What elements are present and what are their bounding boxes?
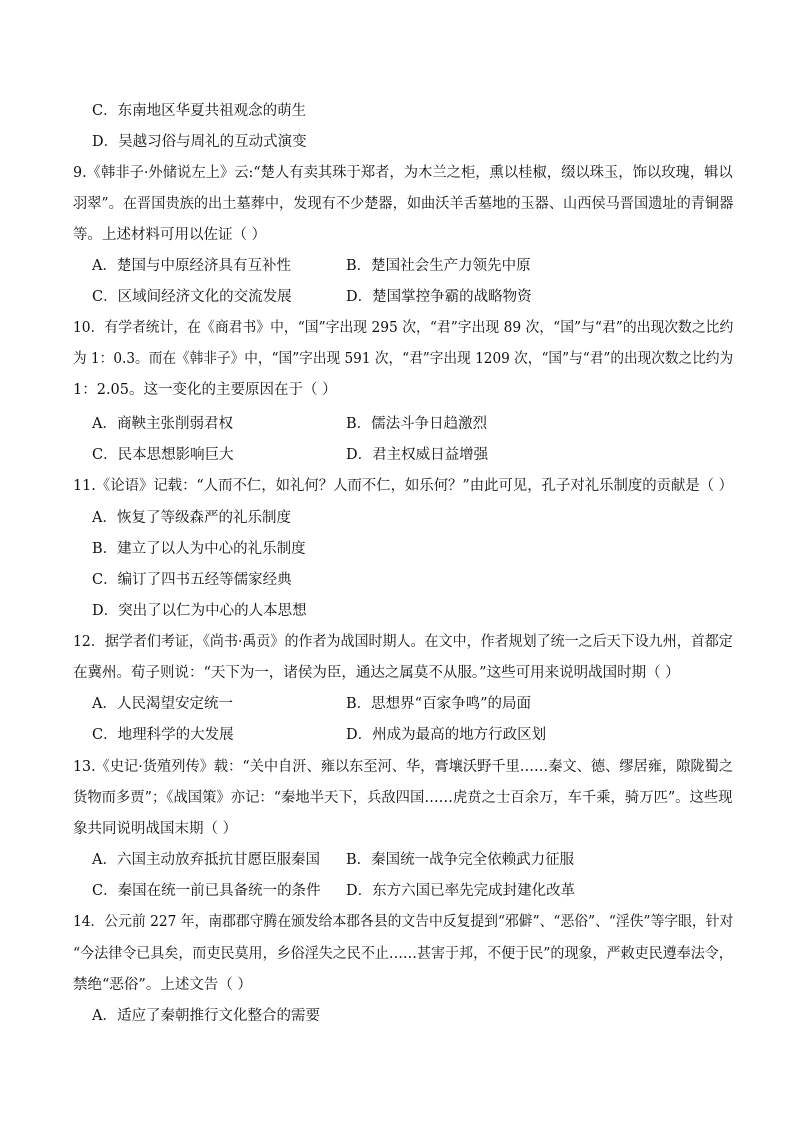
q12-option-a: A．人民渴望安定统一 <box>92 696 233 712</box>
q13-option-a: A．六国主动放弃抵抗甘愿臣服秦国 <box>92 852 320 868</box>
q11-option-d: D．突出了以仁为中心的人本思想 <box>92 603 307 619</box>
q13-stem-line-2: 货物而多贾”；《战国策》亦记：“秦地半天下，兵敌四国……虎贲之士百余万，车千乘，骑万匹”。这些现 <box>73 790 733 806</box>
q9-stem-line-2: 羽翠”。在晋国贵族的出土墓葬中，发现有不少楚器，如曲沃羊舌墓地的玉器、山西侯马晋国遗址的青铜器 <box>73 196 734 212</box>
q9-option-b: B．楚国社会生产力领先中原 <box>346 258 531 274</box>
q10-option-d: D．君主权威日益增强 <box>346 447 489 463</box>
q10-stem-line-1: 10．有学者统计，在《商君书》中，“国”字出现 295 次，“君”字出现 89 次，“国”与“君”的出现次数之比约 <box>73 320 734 336</box>
q10-option-c: C．民本思想影响巨大 <box>92 447 234 463</box>
q11-option-b: B．建立了以人为中心的礼乐制度 <box>92 541 306 557</box>
q11-stem-line-1: 11.《论语》记载：“人而不仁，如礼何？人而不仁，如乐何？”由此可见，孔子对礼乐制度的贡献是（ ） <box>73 478 733 494</box>
prev-option-d: D．吴越习俗与周礼的互动式演变 <box>92 134 307 150</box>
q9-stem-line-3: 等。上述材料可用以佐证（ ） <box>73 227 267 243</box>
q12-option-c: C．地理科学的大发展 <box>92 727 234 743</box>
q13-stem-line-1: 13.《史记·货殖列传》载：“关中自汧、雍以东至河、华，膏壤沃野千里……秦文、德、缪居雍，隙陇蜀之 <box>73 759 734 775</box>
q13-option-c: C．秦国在统一前已具备统一的条件 <box>92 883 321 899</box>
q12-option-b: B．思想界“百家争鸣”的局面 <box>346 696 531 712</box>
prev-option-c: C．东南地区华夏共祖观念的萌生 <box>92 103 307 119</box>
q14-stem-line-2: “今法律令已具矣，而吏民莫用，乡俗淫失之民不止……甚害于邦，不便于民”的现象，严敕吏民遵奉法令， <box>73 946 733 962</box>
q14-option-a: A．适应了秦朝推行文化整合的需要 <box>92 1008 320 1024</box>
q13-stem-line-3: 象共同说明战国末期（ ） <box>73 821 238 837</box>
q11-option-c: C．编订了四书五经等儒家经典 <box>92 572 292 588</box>
q10-option-a: A．商鞅主张削弱君权 <box>92 416 233 432</box>
q12-stem-line-2: 在冀州。荀子则说：“天下为一，诸侯为臣，通达之属莫不从服。”这些可用来说明战国时期（ ） <box>73 665 680 681</box>
q9-option-d: D．楚国掌控争霸的战略物资 <box>346 289 532 305</box>
q9-option-c: C．区域间经济文化的交流发展 <box>92 289 292 305</box>
q14-stem-line-1: 14．公元前 227 年，南郡郡守腾在颁发给本郡各县的文告中反复提到“邪僻”、“恶俗”、“淫佚”等字眼，针对 <box>73 914 734 930</box>
q12-option-d: D．州成为最高的地方行政区划 <box>346 727 547 743</box>
q14-stem-line-3: 禁绝“恶俗”。上述文告（ ） <box>73 977 252 993</box>
q11-option-a: A．恢复了等级森严的礼乐制度 <box>92 510 291 526</box>
q10-stem-line-2: 为 1：0.3。而在《韩非子》中，“国”字出现 591 次，“君”字出现 1209 次，“国”与“君”的出现次数之比约为 <box>73 351 734 367</box>
q9-stem-line-1: 9.《韩非子·外储说左上》云:“楚人有卖其珠于郑者，为木兰之柜，熏以桂椒，缀以珠玉，饰以玫瑰，辑以 <box>73 165 733 181</box>
q12-stem-line-1: 12．据学者们考证，《尚书·禹贡》的作者为战国时期人。在文中，作者规划了统一之后天下设九州，首都定 <box>73 634 733 650</box>
q10-stem-line-3: 1：2.05。这一变化的主要原因在于（ ） <box>73 382 337 398</box>
q10-option-b: B．儒法斗争日趋激烈 <box>346 416 488 432</box>
q13-option-d: D．东方六国已率先完成封建化改革 <box>346 883 576 899</box>
q13-option-b: B．秦国统一战争完全依赖武力征服 <box>346 852 575 868</box>
q9-option-a: A．楚国与中原经济具有互补性 <box>92 258 291 274</box>
